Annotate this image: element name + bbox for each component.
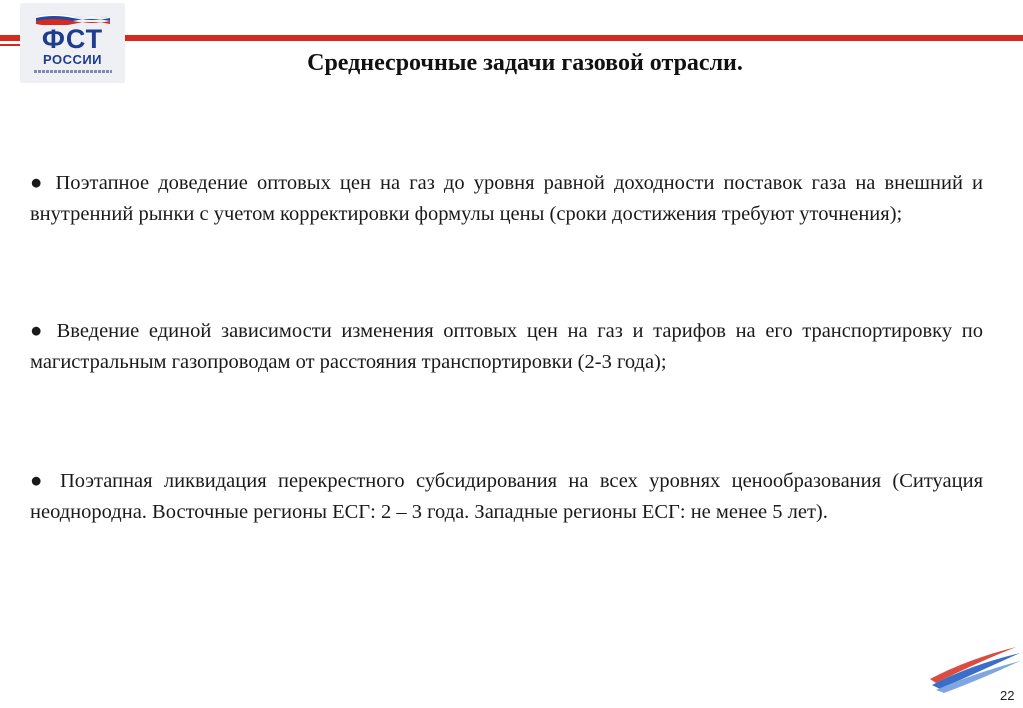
slide-title: Среднесрочные задачи газовой отрасли. [307,50,743,76]
logo-country: РОССИИ [42,52,103,67]
logo-abbreviation: ФСТ [41,24,104,54]
header-red-rule-thin [0,44,20,46]
page-number: 22 [1000,688,1015,703]
bullet-item-1: ● Поэтапное доведение оптовых цен на газ до уровня равной доходности поставок газа на внешний и внутренний рынки с учетом корректировки формулы цены (сроки достижения требуют уточнения); [30,172,983,225]
bullet-item-3: ● Поэтапная ликвидация перекрестного субсидирования на всех уровнях ценообразования (Ситуация неоднородна. Восточные регионы ЕСГ: 2 – 3 года. Западные регионы ЕСГ: не менее 5 лет). [30,470,983,523]
header-red-rule [0,35,1023,41]
bullet-item-2: ● Введение единой зависимости изменения оптовых цен на газ и тарифов на его транспортировку по магистральным газопроводам от расстояния транспортировки (2-3 года); [30,320,983,373]
